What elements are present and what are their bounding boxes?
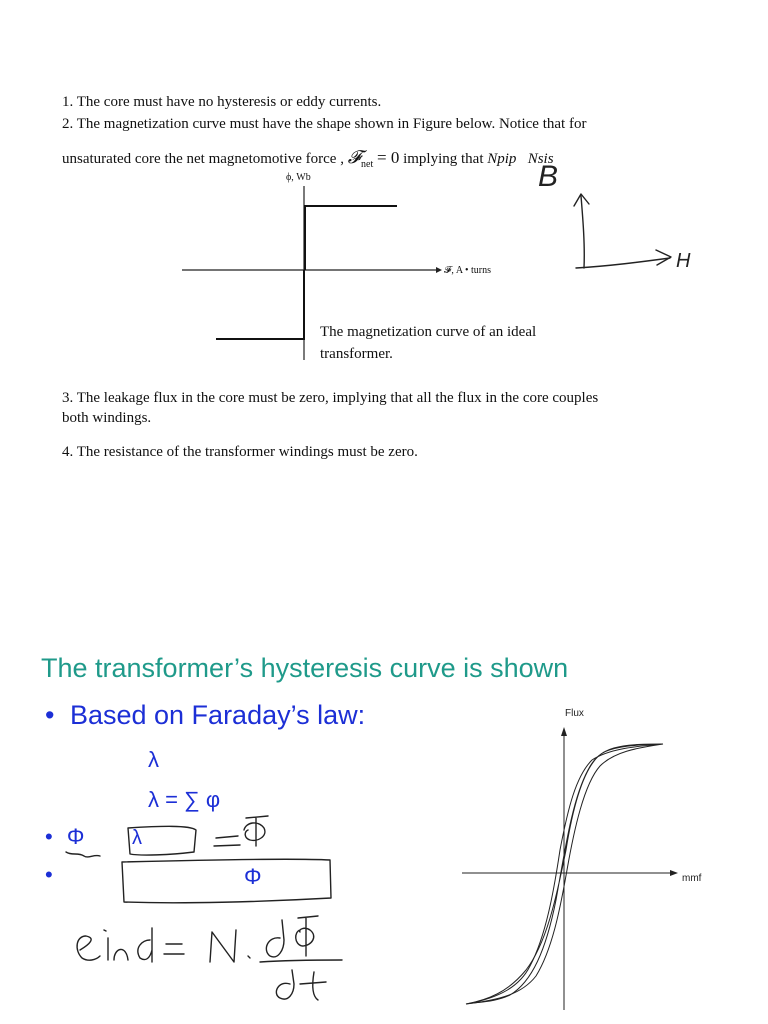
bullet-glyph: •	[45, 824, 53, 849]
equals-zero: = 0	[376, 148, 400, 167]
bullet-glyph: •	[45, 700, 55, 730]
condition-3-line1: 3. The leakage flux in the core must be zero, implying that all the flux in the core couples	[62, 390, 599, 406]
slide-heading: The transformer’s hysteresis curve is shown	[41, 653, 569, 683]
condition-3-line2: both windings.	[62, 410, 152, 426]
net-subscript: net	[361, 159, 374, 170]
hysteresis-y-axis-label: Flux	[565, 708, 584, 719]
nsis-term: Nsis	[527, 151, 554, 167]
bullet-glyph: •	[45, 862, 53, 887]
condition-1: 1. The core must have no hysteresis or eddy currents.	[62, 94, 382, 110]
bullet-3-phi: Φ	[66, 824, 85, 849]
bullet-4-phi: Φ	[244, 864, 262, 889]
hysteresis-x-arrow	[670, 870, 678, 876]
net-mmf-symbol: 𝓕	[347, 147, 362, 167]
sketch-h-label: H	[676, 250, 691, 272]
ideal-caption-line1: The magnetization curve of an ideal	[320, 324, 537, 340]
lambda-line: λ	[148, 747, 159, 772]
lambda-sum-line: λ = ∑ φ	[148, 787, 221, 812]
npip-term: Npip	[487, 151, 517, 167]
hysteresis-y-arrow	[561, 727, 567, 736]
condition-2-line1: 2. The magnetization curve must have the shape shown in Figure below. Notice that for	[62, 116, 587, 132]
condition-2-text: unsaturated core the net magnetomotive force ,	[62, 151, 344, 167]
ideal-caption-line2: transformer.	[320, 346, 393, 362]
ideal-y-axis-label: ϕ, Wb	[286, 172, 311, 183]
bullet-3-lambda: λ	[132, 827, 142, 849]
sketch-b-label: B	[538, 160, 559, 193]
condition-4: 4. The resistance of the transformer windings must be zero.	[62, 444, 418, 460]
hysteresis-x-axis-label: mmf	[682, 873, 702, 884]
bullet-1-text: Based on Faraday’s law:	[69, 700, 366, 730]
implying-text: implying that	[403, 151, 484, 167]
ideal-x-axis-label: 𝓕, A • turns	[444, 265, 491, 276]
